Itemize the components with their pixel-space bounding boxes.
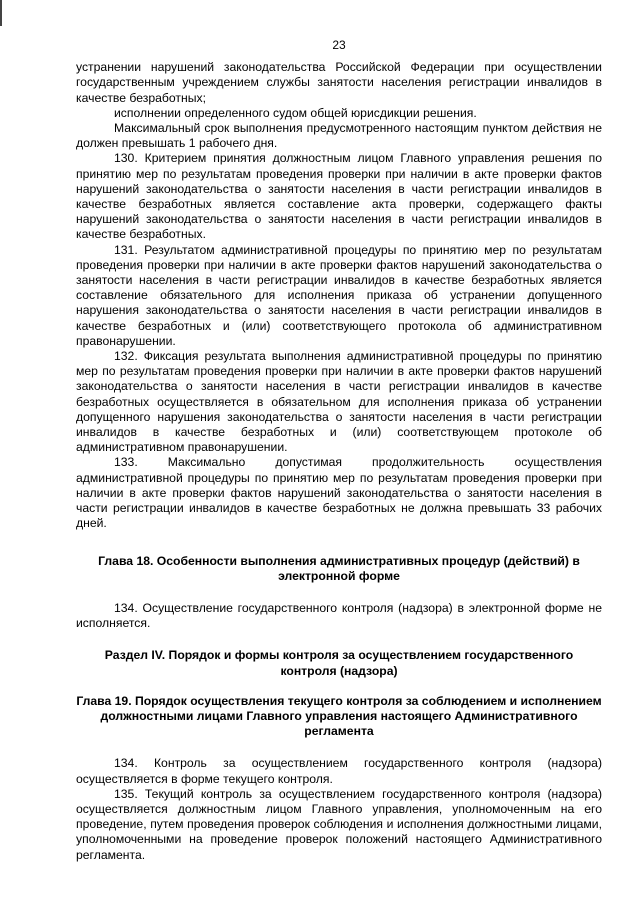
paragraph: 135. Текущий контроль за осуществлением государственного контроля (надзора) осуществляется должностным лицом Главного управления, уполномоченным на его проведение, путем проведения проверок соблюдения и исполнения должностными лицами, уполномоченными на проведение проверок положений настоящего Административного регламента. bbox=[76, 786, 602, 862]
binding-mark bbox=[0, 0, 2, 26]
spacer bbox=[76, 679, 602, 694]
spacer bbox=[76, 532, 602, 554]
section-heading: Раздел IV. Порядок и формы контроля за осуществлением государственного контроля (надзора) bbox=[104, 648, 574, 678]
paragraph: 131. Результатом административной процедуры по принятию мер по результатам проведения проверки при наличии в акте проверки фактов нарушений законодательства о занятости населения в части регистрации инвалидов в качестве безработных является составление обязательного для исполнения приказа об устранении допущенного нарушения законодательства о занятости населения в части регистрации инвалидов в качестве безработных и (или) соответствующего протокола об административном правонарушении. bbox=[76, 242, 602, 348]
section-heading: Глава 19. Порядок осуществления текущего контроля за соблюдением и исполнением должностными лицами Главного управления настоящего Административного регламента bbox=[76, 693, 602, 739]
page-number: 23 bbox=[332, 38, 346, 52]
spacer bbox=[76, 631, 602, 648]
document-page bbox=[76, 38, 602, 863]
document-body bbox=[76, 60, 602, 863]
section-heading: Глава 18. Особенности выполнения административных процедур (действий) в электронной форме bbox=[98, 553, 580, 583]
paragraph: 130. Критерием принятия должностным лицом Главного управления решения по принятию мер по результатам проведения проверки при наличии в акте проверки фактов нарушений законодательства о занятости населения в части регистрации инвалидов в качестве безработных является составление акта проверки, содержащего факты нарушений законодательства о занятости населения в части регистрации инвалидов в качестве безработных. bbox=[76, 151, 602, 242]
paragraph: 132. Фиксация результата выполнения административной процедуры по принятию мер по результатам проведения проверки при наличии в акте проверки фактов нарушений законодательства о занятости населения в части регистрации инвалидов в качестве безработных осуществляется в обязательном для исполнения приказа об устранении допущенного нарушения законодательства о занятости населения в части регистрации инвалидов в качестве безработных и (или) соответствующем протоколе об административном правонарушении. bbox=[76, 349, 602, 455]
spacer bbox=[76, 739, 602, 756]
paragraph: устранении нарушений законодательства Российской Федерации при осуществлении государственным учреждением службы занятости населения регистрации инвалидов в качестве безработных; bbox=[76, 60, 602, 105]
paragraph: исполнении определенного судом общей юрисдикции решения. bbox=[114, 105, 477, 120]
spacer bbox=[76, 584, 602, 601]
paragraph: 134. Осуществление государственного контроля (надзора) в электронной форме не исполняется. bbox=[76, 600, 602, 631]
paragraph: 133. Максимально допустимая продолжительность осуществления административной процедуры по принятию мер по результатам проведения проверки при наличии в акте проверки фактов нарушений законодательства о занятости населения в части регистрации инвалидов в качестве безработных не должна превышать 33 рабочих дней. bbox=[76, 455, 602, 531]
paragraph: 134. Контроль за осуществлением государственного контроля (надзора) осуществляется в форме текущего контроля. bbox=[76, 756, 602, 786]
paragraph: Максимальный срок выполнения предусмотренного настоящим пунктом действия не должен превышать 1 рабочего дня. bbox=[76, 121, 602, 151]
